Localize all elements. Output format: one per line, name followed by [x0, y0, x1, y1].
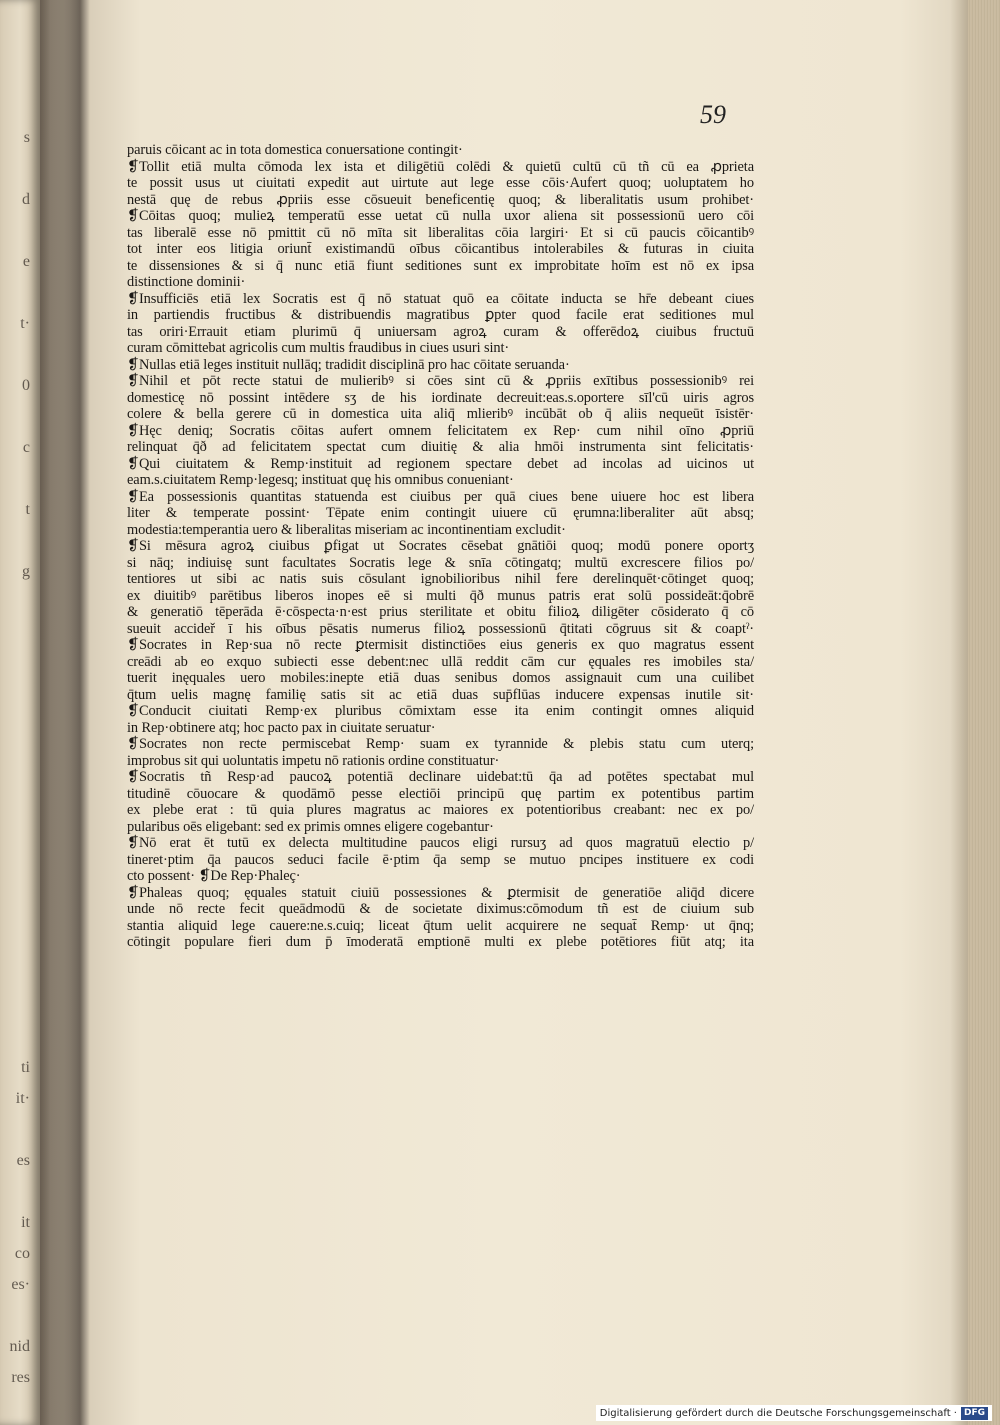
- text-line: ❡Insufficiēs etiā lex Socratis est q̄ nō statuat quō ea cōitate inducta se hr̄e debeant ciues: [127, 290, 754, 307]
- text-line: liter & temperate possint· Tēpate enim contingit uiuere cū ęrumna:liberaliter aūt absq;: [127, 505, 754, 521]
- text-line: ❡Nihil et pōt recte statui de mulieribꝰ si cōes sint cū & ꝓpriis exītibus possessionibꝰ rei: [127, 373, 754, 389]
- text-line: te dissensiones & si q̄ nunc etiā fiunt seditiones sunt ex improbitate hoīm est nō ex ipsa: [127, 257, 754, 274]
- text-line: ❡Socratis tñ Resp·ad paucoꝝ potentiā declinare uidebat:tū q̄a ad potētes spectabat mul: [127, 769, 754, 785]
- text-line: domesticę nō possint intēdere sʒ de his iordinate decreuit:eas.s.oportere sīl'cū uiris agros: [127, 389, 754, 406]
- text-line: ❡Cōitas quoq; mulieꝝ temperatū esse uetat cū nulla uxor aliena sit possessionū uero cōi: [127, 208, 754, 224]
- page-stack-edge: [968, 0, 1000, 1425]
- text-line: tuerit inęquales uero mobiles:inepte etiā duas senibus domos assignauit cum una cuilibet: [127, 670, 754, 686]
- text-line: curam cōmittebat agricolis cum multis fraudibus in ciues usuri sint·: [127, 340, 510, 356]
- text-line: & generatiō tēperāda ē·cōspecta·n·est prius sterilitate et obitu filioꝝ diligēter cōsiderato q̄ cō: [127, 604, 754, 620]
- text-line: ❡Nō erat ēt tutū ex delecta multitudine paucos eligi rursuʒ ad quos magratuū electio p/: [127, 835, 754, 851]
- text-line: te possit usus ut ciuitati expedit aut uirtute aut lege esse cōis·Aufert quoq; uoluptatem ho: [127, 175, 754, 191]
- text-line: ❡Conducit ciuitati Remp·ex pluribus cōmixtam esse ita enim contingit omnes aliquid: [127, 703, 754, 719]
- text-line: tot inter eos litigia oriunt̄ existimandū oībus cōicantibus intolerabiles & futuras in ciuita: [127, 241, 754, 257]
- text-line: ex plebe erat : tū quia plures magratus ac maiores ex potentioribus creabant: nec ex po/: [127, 802, 754, 818]
- text-line: tineret·ptim q̄a paucos seduci facile ē·ptim q̄a semp se mutuo pncipes instituere ex codi: [127, 851, 754, 868]
- facing-page-edge: [0, 0, 40, 1425]
- body-text: [127, 142, 754, 951]
- text-line: paruis cōicant ac in tota domestica conuersatione contingit·: [127, 142, 463, 158]
- text-line: in partiendis fructibus & distribuendis magratibus ꝑpter quod facile erat seditiones mul: [127, 307, 754, 323]
- text-line: tentiores ut sibi ac natis suis cōsulant ignobilioribus nihil fere derelinquēt·cōtinget quoq;: [127, 571, 754, 587]
- facing-page-text-fragments: s d e t· 0 c t g ti it· es it co es· nid res: [9, 129, 30, 1386]
- text-line: ❡Socrates non recte permiscebat Remp· suam ex tyrannide & plebis statu cum uterq;: [127, 736, 754, 752]
- folio-number: 59: [700, 100, 726, 129]
- text-line: ex diuitibꝰ parētibus liberos inopes eē si multi q̄ð munus patris erat solū possideāt:q̄obrē: [127, 587, 754, 604]
- text-line: ❡Si mēsura agroꝝ ciuibus ꝑfigat ut Socrates cēsebat gnātiōi quoq; modū ponere oportʒ: [127, 538, 754, 554]
- text-line: colere & bella gerere cū in domestica uita aliq̄ mlieribꝰ incūbāt ob q̄ aliis nequeūt īsistēr·: [127, 406, 754, 422]
- text-line: stantia aliquid lege cauere:ne.s.cuiq; liceat q̄tum uelit acquirere ne sequat̄ Remp· ut q̄nq;: [127, 917, 754, 934]
- text-line: ❡Qui ciuitatem & Remp·instituit ad regionem spectare debet ad incolas ad uicinos ut: [127, 455, 754, 472]
- footer-text: Digitalisierung gefördert durch die Deutsche Forschungsgemeinschaft ·: [599, 1407, 957, 1419]
- text-line: tas liberalē esse nō pmittit cū nō mīta sit liberalitas cōia largiri· Et si cū paucis cōicantibꝰ: [127, 224, 754, 241]
- text-line: ❡Phaleas quoq; ęquales statuit ciuiū possessiones & ꝑtermisit de generatiōe aliq̄d dicere: [127, 884, 754, 901]
- text-line: tas oriri·Errauit etiam plurimū q̄ uniuersam agroꝝ curam & offerēdoꝝ ciuibus fructuū: [127, 323, 754, 340]
- text-line: ❡Ea possessionis quantitas statuenda est ciuibus per quā ciues bene uiuere hoc est libera: [127, 488, 754, 505]
- dfg-logo: DFG: [961, 1407, 988, 1420]
- text-line: nestā quę de rebus ꝓpriis esse cōsueuit beneficentię quoq; & liberalitatis usum prohibet·: [127, 191, 754, 208]
- text-line: ❡Socrates in Rep·sua nō recte ꝑtermisit distinctiōes eius generis ex quo magratus essent: [127, 637, 754, 653]
- text-line: si nāq; indiuisę sunt facultates Socratis lege & snīa cōtingatq; multū excrescere filios po/: [127, 554, 754, 571]
- text-line: relinquat q̄ð ad felicitatem spectat cum diuitię & alia hmōi instrumenta sint felicitatis·: [127, 439, 754, 455]
- text-line: unde nō recte fecit queādmodū & de societate diximus:cōmodum tñ est de ciuium sub: [127, 901, 754, 917]
- text-line: ❡Nullas etiā leges instituit nullāq; tradidit disciplinā pro hac cōitate seruanda·: [127, 356, 570, 373]
- text-line: sueuit accideř ī his oībus pēsatis numerus filioꝝ possessionū q̄titati cōgruus sit & coaptˀ·: [127, 620, 754, 637]
- gutter-shadow: [40, 0, 80, 1425]
- text-line: distinctione dominii·: [127, 274, 246, 290]
- text-line: q̄tum uelis magnę familię satis sit ac etiā duas sup̄flūas inducere expensas inutile sit·: [127, 686, 754, 703]
- text-line: pularibus oēs eligebant: sed ex primis omnes eligere cogebantur·: [127, 818, 494, 835]
- text-line: eam.s.ciuitatem Remp·legesq; instituat quę his omnibus conueniant·: [127, 472, 514, 488]
- text-line: ❡Hęc deniq; Socratis cōitas aufert omnem felicitatem ex Rep· cum nihil oīno ꝓpriū: [127, 422, 754, 439]
- text-line: titudinē cōuocare & quodāmō pesse electiōi principū quę partim ex potentibus partim: [127, 785, 754, 802]
- text-line: cōtingit populare fieri dum p̄ īmoderatā emptionē multi ex plebe potētiores fiūt atq; ita: [127, 934, 754, 950]
- text-line: creādi ab eo exquo subiecti esse debent:nec ullā reddit cām cur ęquales res imobiles sta/: [127, 653, 754, 670]
- text-line: improbus sit qui uoluntatis impetu nō rationis ordine constituatur·: [127, 752, 500, 769]
- text-line: modestia:temperantia uero & liberalitas miseriam ac incontinentiam excludit·: [127, 521, 566, 538]
- digitization-footer: [596, 1405, 992, 1421]
- text-line: cto possent· ❡De Rep·Phaleç·: [127, 868, 301, 884]
- text-line: in Rep·obtinere atq; hoc pacto pax in ciuitate seruatur·: [127, 719, 436, 736]
- text-line: ❡Tollit etiā multa cōmoda lex ista et diligētiū colēdi & quietū cultū cū tñ cū ea ꝓprieta: [127, 158, 754, 175]
